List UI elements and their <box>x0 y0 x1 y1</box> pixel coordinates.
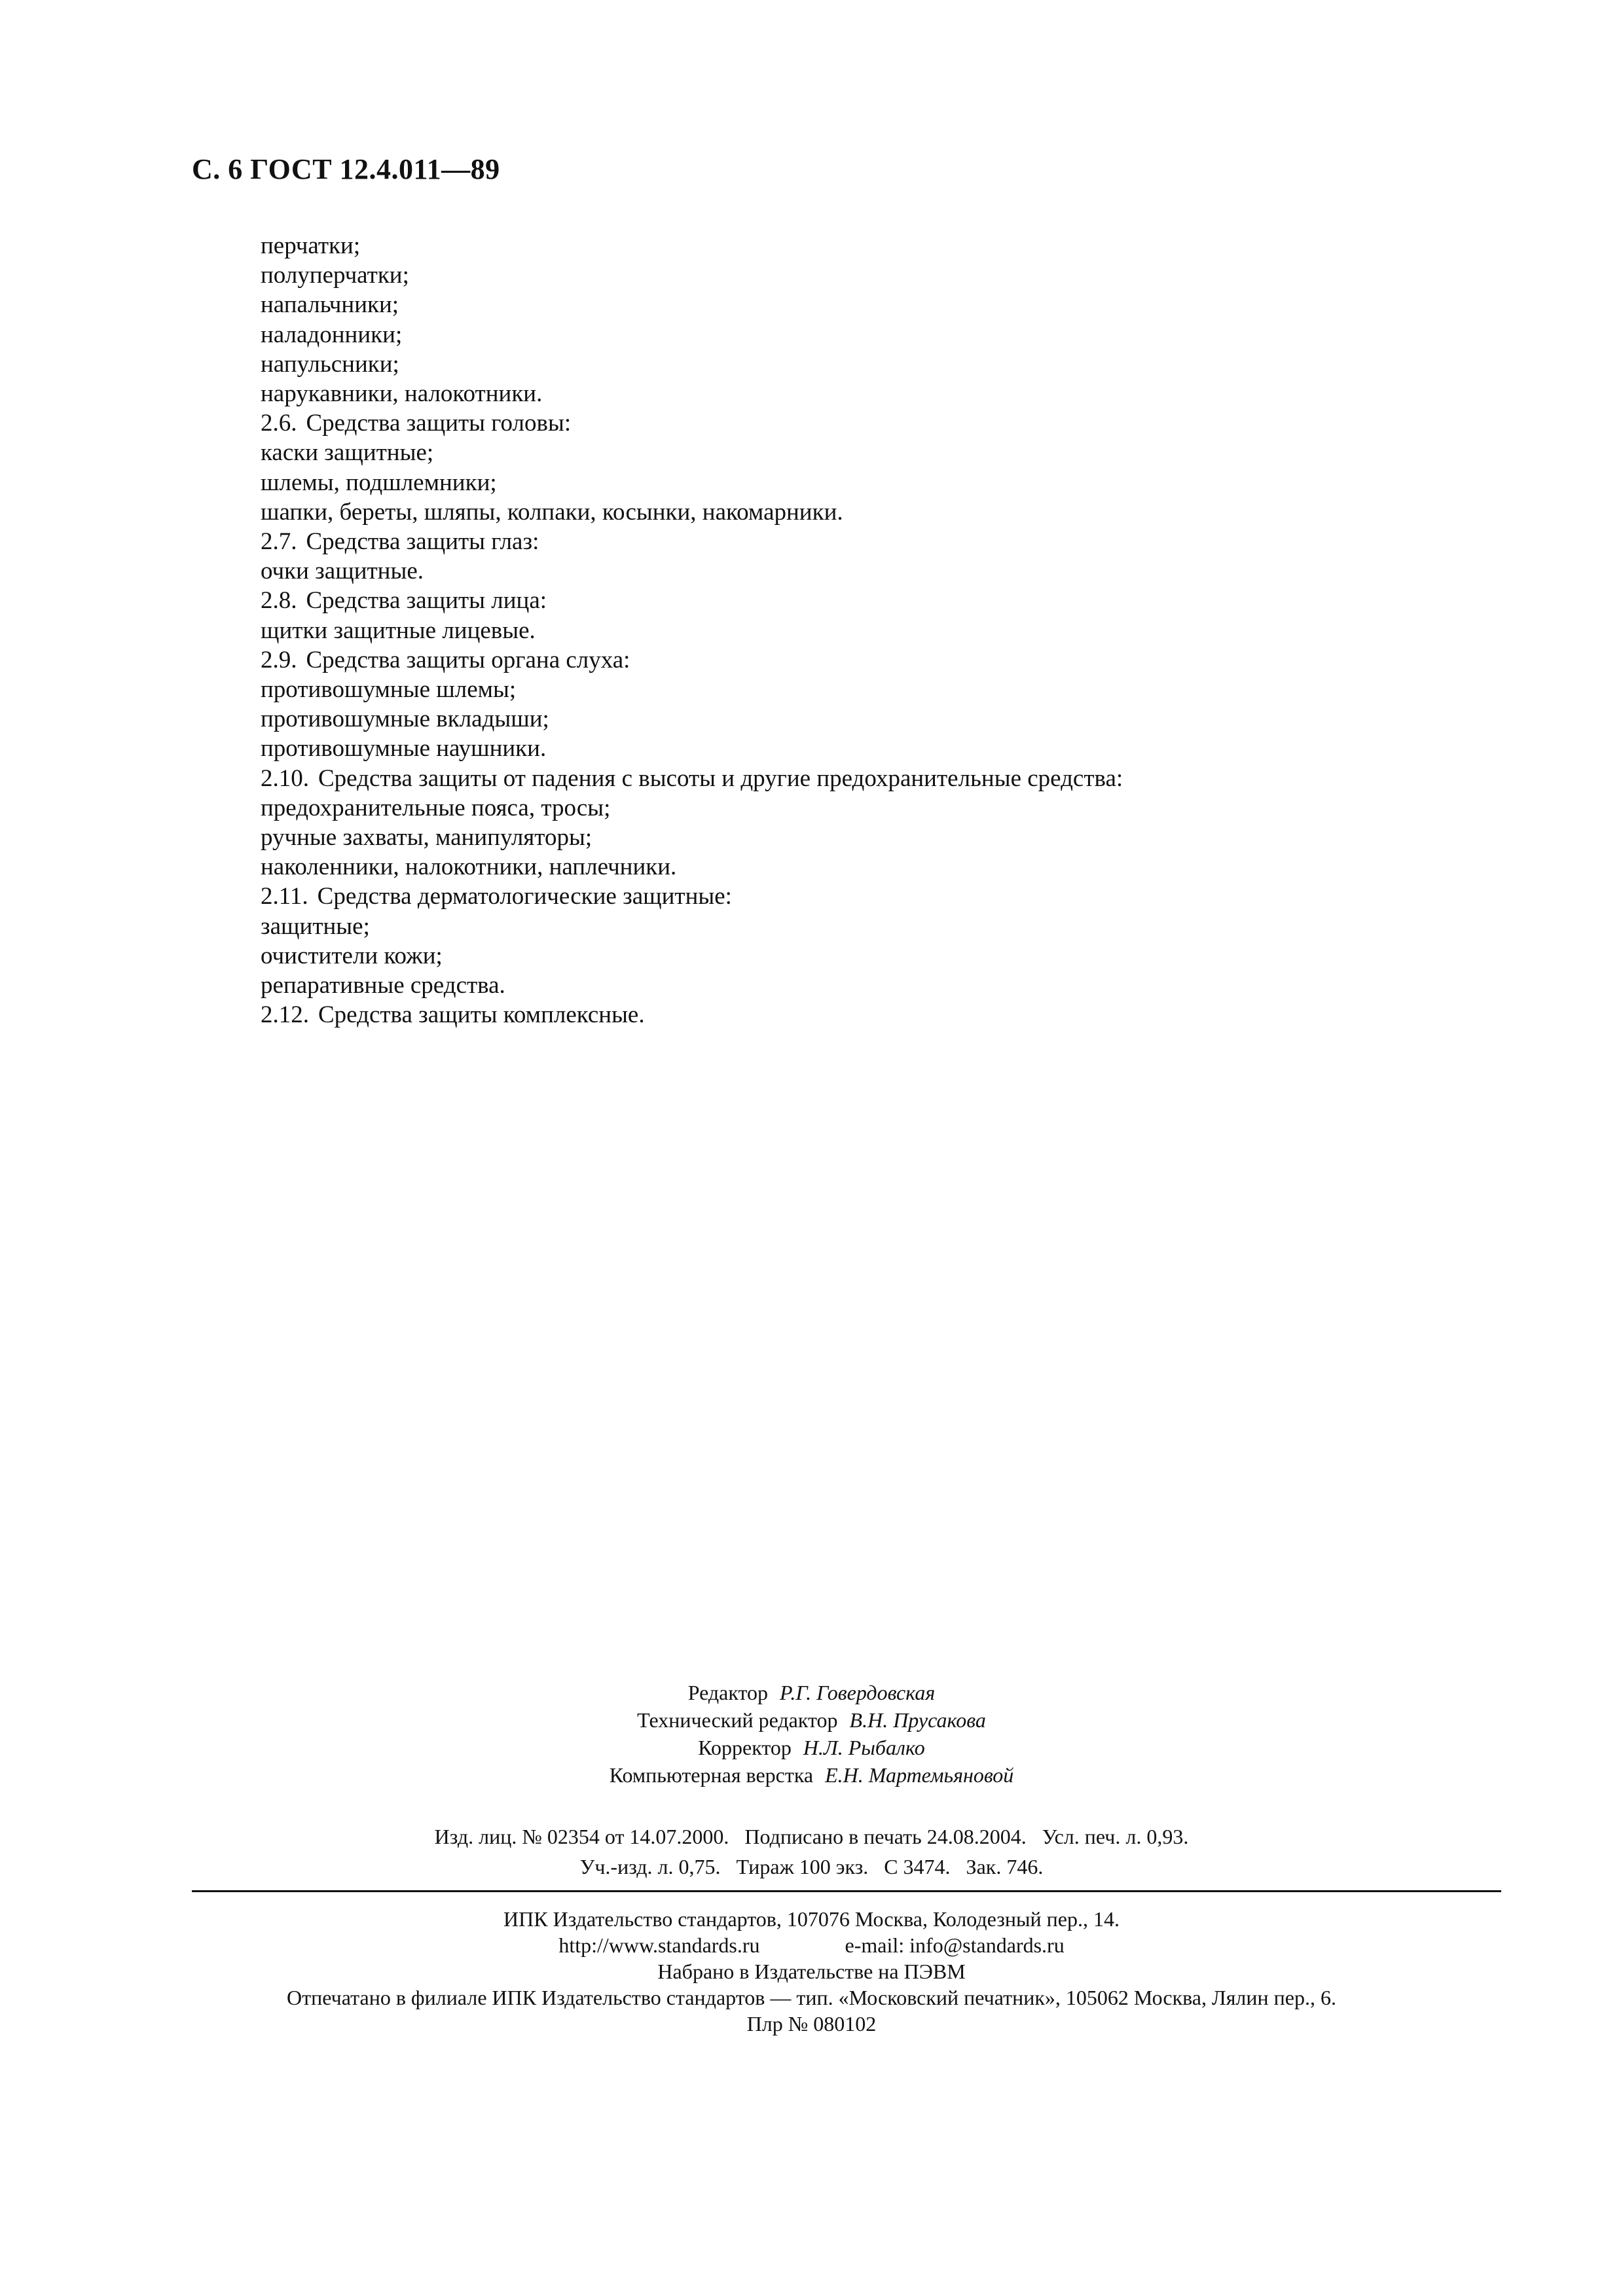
list-item <box>261 556 1123 586</box>
imprint-sheets: Усл. печ. л. 0,93. <box>1042 1825 1189 1848</box>
credit-layout <box>0 1763 1623 1787</box>
item-text: шапки, береты, шляпы, колпаки, косынки, накомарники. <box>261 498 843 526</box>
section-number: 2.6. <box>261 410 297 437</box>
section-heading <box>261 408 1123 438</box>
section-heading <box>261 882 1123 911</box>
section-number: 2.8. <box>261 587 297 615</box>
publisher-email[interactable]: e-mail: info@standards.ru <box>845 1933 1065 1957</box>
list-item <box>261 616 1123 645</box>
list-item <box>261 497 1123 527</box>
item-text: ручные захваты, манипуляторы; <box>261 824 593 852</box>
item-text: Средства защиты органа слуха: <box>306 646 630 673</box>
item-text: шлемы, подшлемники; <box>261 469 497 496</box>
publisher-contacts <box>0 1933 1623 1958</box>
item-text: нарукавники, налокотники. <box>261 380 543 408</box>
section-heading <box>261 645 1123 675</box>
item-text: напульсники; <box>261 350 399 378</box>
list-item <box>261 971 1123 1000</box>
item-text: предохранительные пояса, тросы; <box>261 794 611 821</box>
credit-name: В.Н. Прусакова <box>849 1708 986 1732</box>
list-item <box>261 823 1123 852</box>
section-heading <box>261 527 1123 556</box>
item-text: каски защитные; <box>261 439 434 467</box>
section-heading <box>261 764 1123 793</box>
item-text: Средства защиты головы: <box>306 410 572 437</box>
item-text: напальчники; <box>261 291 399 319</box>
list-item <box>261 438 1123 467</box>
section-number: 2.9. <box>261 646 297 673</box>
item-text: Средства защиты глаз: <box>306 528 539 556</box>
section-number: 2.7. <box>261 528 297 556</box>
credit-role: Корректор <box>698 1736 792 1759</box>
item-text: щитки защитные лицевые. <box>261 617 536 644</box>
imprint-line-1 <box>0 1825 1623 1849</box>
credit-name: Е.Н. Мартемьяновой <box>825 1763 1014 1787</box>
list-item <box>261 468 1123 497</box>
credit-name: Р.Г. Говердовская <box>780 1681 936 1704</box>
item-text: полуперчатки; <box>261 262 409 289</box>
list-item <box>261 793 1123 823</box>
publisher-license: Плр № 080102 <box>746 2012 877 2036</box>
section-heading <box>261 586 1123 615</box>
item-text: Средства защиты лица: <box>306 587 547 615</box>
list-item <box>261 260 1123 290</box>
list-item <box>261 379 1123 408</box>
list-item <box>261 734 1123 763</box>
list-item <box>261 941 1123 971</box>
list-item <box>261 350 1123 379</box>
item-text: перчатки; <box>261 232 361 259</box>
list-item <box>261 912 1123 941</box>
item-text: противошумные вкладыши; <box>261 706 549 733</box>
item-text: противошумные шлемы; <box>261 676 517 704</box>
imprint-signed: Подписано в печать 24.08.2004. <box>744 1825 1027 1848</box>
section-heading <box>261 1000 1123 1030</box>
list-item <box>261 675 1123 704</box>
item-text: Средства защиты комплексные. <box>318 1001 645 1029</box>
protective-equipment-list <box>261 231 1123 1030</box>
credit-editor <box>0 1681 1623 1705</box>
credit-tech-editor <box>0 1708 1623 1732</box>
imprint-print-run: Тираж 100 экз. <box>736 1855 869 1878</box>
credit-role: Компьютерная верстка <box>609 1763 814 1787</box>
imprint-license: Изд. лиц. № 02354 от 14.07.2000. <box>434 1825 729 1848</box>
section-number: 2.12. <box>261 1001 309 1029</box>
item-text: очки защитные. <box>261 558 424 585</box>
credit-role: Технический редактор <box>637 1708 838 1732</box>
item-text: наколенники, налокотники, наплечники. <box>261 853 677 881</box>
imprint-order: Зак. 746. <box>966 1855 1044 1878</box>
publisher-website[interactable]: http://www.standards.ru <box>558 1933 760 1957</box>
imprint-code: С 3474. <box>884 1855 951 1878</box>
item-text: защитные; <box>261 912 370 940</box>
list-item <box>261 320 1123 350</box>
credit-name: Н.Л. Рыбалко <box>803 1736 925 1759</box>
list-item <box>261 290 1123 319</box>
section-number: 2.10. <box>261 764 309 792</box>
item-text: репаративные средства. <box>261 972 505 999</box>
publisher-printed: Отпечатано в филиале ИПК Издательство стандартов — тип. «Московский печатник», 105062 Москва, Лялин пер., 6. <box>287 1986 1336 2009</box>
item-text: Средства защиты от падения с высоты и другие предохранительные средства: <box>318 764 1123 792</box>
item-text: противошумные наушники. <box>261 735 547 762</box>
list-item <box>261 852 1123 882</box>
credit-proofreader <box>0 1736 1623 1760</box>
imprint-line-2 <box>0 1855 1623 1879</box>
publisher-typeset: Набрано в Издательстве на ПЭВМ <box>657 1960 966 1983</box>
page-header: С. 6 ГОСТ 12.4.011—89 <box>192 153 500 185</box>
imprint-pub-sheets: Уч.-изд. л. 0,75. <box>579 1855 721 1878</box>
item-text: наладонники; <box>261 321 403 348</box>
publisher-address: ИПК Издательство стандартов, 107076 Москва, Колодезный пер., 14. <box>503 1907 1120 1931</box>
list-item <box>261 704 1123 734</box>
list-item <box>261 231 1123 260</box>
divider-rule <box>192 1890 1501 1892</box>
item-text: очистители кожи; <box>261 942 443 969</box>
item-text: Средства дерматологические защитные: <box>317 883 732 910</box>
section-number: 2.11. <box>261 883 308 910</box>
credit-role: Редактор <box>687 1681 769 1704</box>
